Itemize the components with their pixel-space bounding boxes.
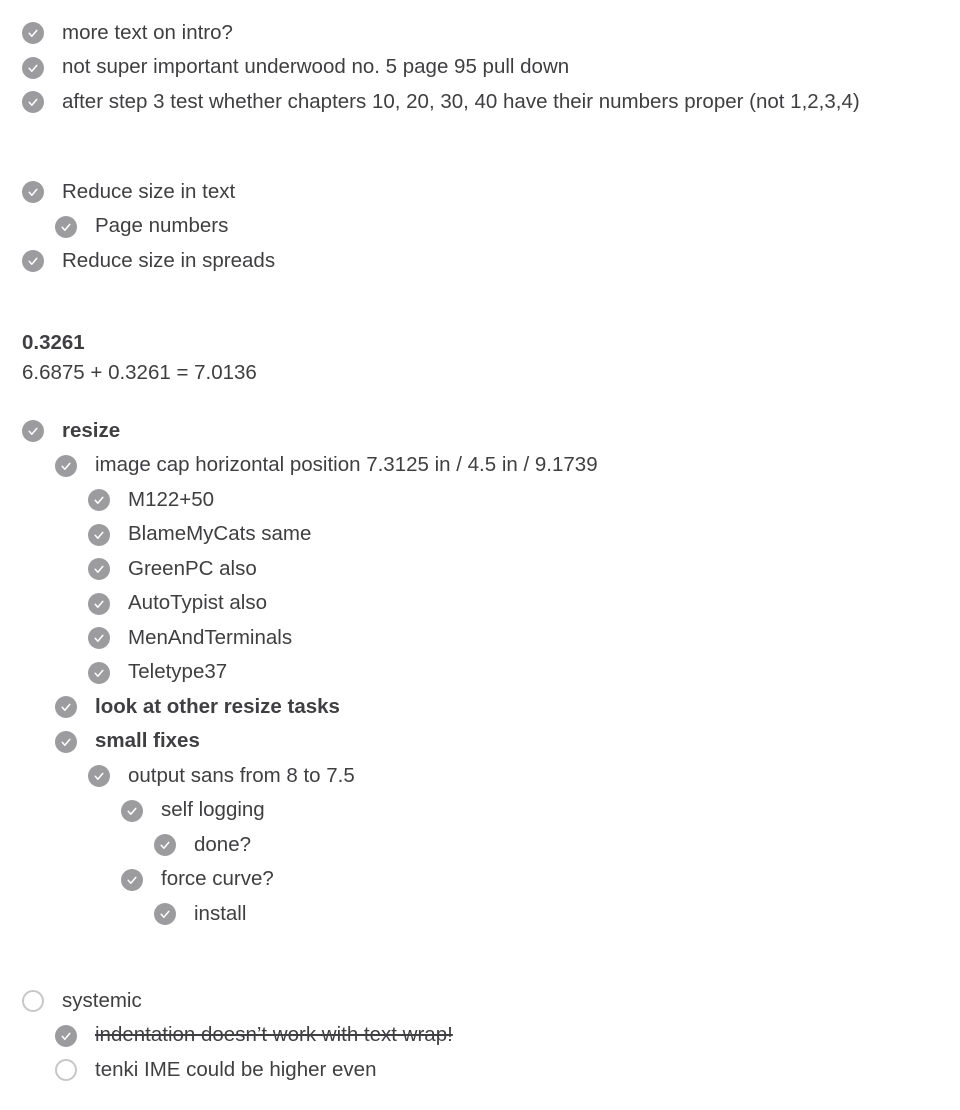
todo-item	[22, 16, 950, 51]
todo-label[interactable]: self logging	[161, 798, 265, 822]
checkbox-unchecked-icon[interactable]	[22, 990, 44, 1012]
todo-label[interactable]: install	[194, 901, 247, 925]
todo-item	[22, 244, 950, 279]
spacer	[22, 278, 950, 328]
checkbox-checked-icon[interactable]	[55, 455, 77, 477]
todo-item	[22, 448, 950, 483]
checkbox-checked-icon[interactable]	[55, 1025, 77, 1047]
checkbox-checked-icon[interactable]	[88, 558, 110, 580]
todo-label[interactable]: Page numbers	[95, 214, 229, 238]
todo-label[interactable]: GreenPC also	[128, 556, 257, 580]
todo-label[interactable]: M122+50	[128, 487, 215, 511]
todo-label[interactable]: look at other resize tasks	[95, 694, 340, 718]
checkbox-checked-icon[interactable]	[22, 57, 44, 79]
todo-label[interactable]: systemic	[62, 988, 142, 1012]
checkbox-checked-icon[interactable]	[22, 91, 44, 113]
todo-item	[22, 483, 950, 518]
todo-label[interactable]: AutoTypist also	[128, 591, 268, 615]
checkbox-checked-icon[interactable]	[88, 662, 110, 684]
text-line[interactable]: 6.6875 + 0.3261 = 7.0136	[22, 361, 257, 384]
checkbox-checked-icon[interactable]	[154, 903, 176, 925]
checkbox-checked-icon[interactable]	[55, 731, 77, 753]
todo-label[interactable]: Reduce size in text	[62, 179, 236, 203]
checkbox-checked-icon[interactable]	[88, 593, 110, 615]
checkbox-checked-icon[interactable]	[154, 834, 176, 856]
todo-label[interactable]: indentation doesn’t work with text wrap!	[95, 1023, 453, 1047]
text-line[interactable]: 0.3261	[22, 331, 85, 354]
checkbox-checked-icon[interactable]	[121, 869, 143, 891]
checkbox-checked-icon[interactable]	[55, 696, 77, 718]
checkbox-checked-icon[interactable]	[22, 22, 44, 44]
todo-label[interactable]: Teletype37	[128, 660, 228, 684]
todo-item	[22, 759, 950, 794]
checkbox-checked-icon[interactable]	[22, 181, 44, 203]
todo-item	[22, 690, 950, 725]
todo-item	[22, 1053, 950, 1088]
todo-item	[22, 175, 950, 210]
todo-item	[22, 517, 950, 552]
todo-label[interactable]: MenAndTerminals	[128, 625, 293, 649]
checkbox-checked-icon[interactable]	[88, 627, 110, 649]
todo-label[interactable]: after step 3 test whether chapters 10, 20, 30, 40 have their numbers proper (not 1,2,3,4)	[62, 89, 860, 113]
todo-label[interactable]: more text on intro?	[62, 20, 233, 44]
todo-label[interactable]: image cap horizontal position 7.3125 in / 4.5 in / 9.1739	[95, 453, 598, 477]
todo-label[interactable]: not super important underwood no. 5 page 95 pull down	[62, 55, 570, 79]
checkbox-checked-icon[interactable]	[22, 420, 44, 442]
todo-item	[22, 209, 950, 244]
todo-item	[22, 862, 950, 897]
todo-item	[22, 85, 950, 120]
todo-item	[22, 724, 950, 759]
todo-label[interactable]: tenki IME could be higher even	[95, 1057, 377, 1081]
todo-item	[22, 984, 950, 1019]
checkbox-checked-icon[interactable]	[22, 250, 44, 272]
checkbox-checked-icon[interactable]	[55, 216, 77, 238]
todo-item	[22, 586, 950, 621]
todo-item	[22, 552, 950, 587]
spacer	[22, 119, 950, 175]
todo-item	[22, 897, 950, 932]
todo-label[interactable]: done?	[194, 832, 252, 856]
spacer	[22, 388, 950, 414]
todo-label[interactable]: resize	[62, 418, 121, 442]
checkbox-checked-icon[interactable]	[88, 489, 110, 511]
todo-label[interactable]: small fixes	[95, 729, 200, 753]
todo-item	[22, 414, 950, 449]
todo-label[interactable]: Reduce size in spreads	[62, 248, 276, 272]
checkbox-checked-icon[interactable]	[121, 800, 143, 822]
todo-item	[22, 50, 950, 85]
todo-item	[22, 828, 950, 863]
todo-item	[22, 1018, 950, 1053]
checkbox-unchecked-icon[interactable]	[55, 1059, 77, 1081]
todo-label[interactable]: output sans from 8 to 7.5	[128, 763, 355, 787]
checkbox-checked-icon[interactable]	[88, 765, 110, 787]
todo-item	[22, 621, 950, 656]
todo-item	[22, 793, 950, 828]
spacer	[22, 931, 950, 984]
checkbox-checked-icon[interactable]	[88, 524, 110, 546]
todo-item	[22, 655, 950, 690]
todo-label[interactable]: force curve?	[161, 867, 274, 891]
todo-label[interactable]: BlameMyCats same	[128, 522, 312, 546]
